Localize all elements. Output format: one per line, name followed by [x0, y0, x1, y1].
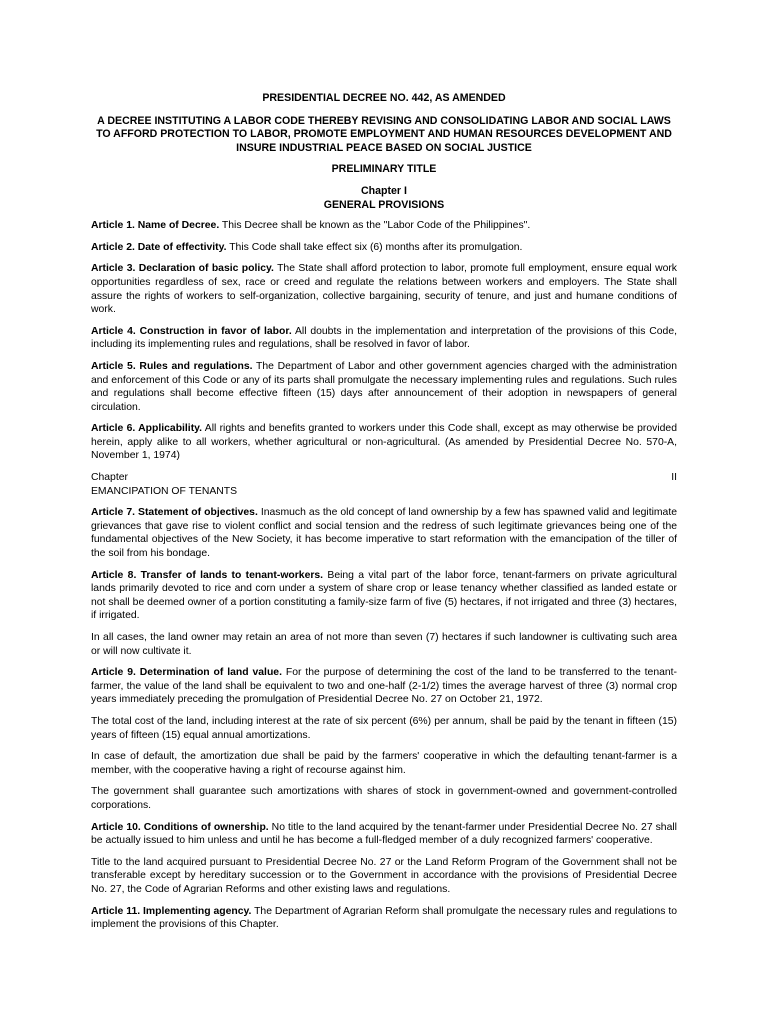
- article-paragraph: [91, 569, 677, 623]
- chapter-2-articles: [91, 506, 677, 931]
- article-paragraph: [91, 219, 677, 233]
- article-text: In all cases, the land owner may retain an area of not more than seven (7) hectares if such landowner is cultivating such area or will now cultivate it.: [91, 632, 677, 657]
- decree-subtitle: A DECREE INSTITUTING A LABOR CODE THEREBY REVISING AND CONSOLIDATING LABOR AND SOCIAL LAWS TO AFFORD PROTECTION TO LABOR, PROMOTE EMPLOYMENT AND HUMAN RESOURCES DEVELOPMENT AND INSURE INDUSTRIAL PEACE BASED ON SOCIAL JUSTICE: [96, 114, 672, 154]
- article-heading: Article 11. Implementing agency.: [91, 905, 252, 917]
- article-text: All rights and benefits granted to workers under this Code shall, except as may otherwise be provided herein, apply alike to all workers, whether agricultural or non-agricultural. (As amended by Presidential Decree No. 570-A, November 1, 1974): [91, 423, 677, 462]
- chapter-1-heading: [91, 185, 677, 212]
- article-heading: Article 10. Conditions of ownership.: [91, 821, 269, 833]
- article-text: Title to the land acquired pursuant to Presidential Decree No. 27 or the Land Reform Program of the Government shall not be transferable except by hereditary succession or to the Government in accordance with the provisions of Presidential Decree No. 27, the Code of Agrarian Reforms and other existing laws and regulations.: [91, 856, 677, 895]
- article-paragraph: [91, 325, 677, 352]
- article-text: Inasmuch as the old concept of land ownership by a few has spawned valid and legitimate grievances that gave rise to violent conflict and social tension and the redress of such legitimate grievances being one of the fundamental objectives of the New Society, it has become imperative to start reformation with the emancipation of the tiller of the soil from his bondage.: [91, 507, 677, 560]
- article-heading: Article 6. Applicability.: [91, 423, 203, 435]
- article-paragraph: [91, 422, 677, 463]
- chapter-2-heading: [91, 471, 677, 498]
- article-heading: Article 9. Determination of land value.: [91, 667, 282, 679]
- chapter-2-label: Chapter: [91, 472, 128, 484]
- chapter-1-title: GENERAL PROVISIONS: [323, 198, 445, 211]
- article-paragraph: [91, 631, 677, 658]
- article-text: This Decree shall be known as the "Labor Code of the Philippines".: [219, 220, 531, 232]
- article-paragraph: [91, 750, 677, 777]
- article-heading: Article 1. Name of Decree.: [91, 220, 220, 232]
- article-text: For the purpose of determining the cost of the land to be transferred to the tenant-farmer, the value of the land shall be equivalent to two and one-half (2-1/2) times the average harvest of three (3) normal crop years immediately preceding the promulgation of Presidential Decree No. 27 on October 21, 1972.: [91, 667, 677, 706]
- article-text: This Code shall take effect six (6) months after its promulgation.: [226, 241, 523, 253]
- article-heading: Article 3. Declaration of basic policy.: [91, 263, 274, 275]
- decree-title: PRESIDENTIAL DECREE NO. 442, AS AMENDED: [262, 92, 506, 104]
- preliminary-title: PRELIMINARY TITLE: [331, 163, 437, 176]
- article-text: No title to the land acquired by the tenant-farmer under Presidential Decree No. 27 shall be actually issued to him unless and until he has become a full-fledged member of a duly recognized farmers' cooperative.: [91, 821, 677, 847]
- chapter-1-articles: [91, 219, 677, 463]
- article-heading: Article 4. Construction in favor of labor.: [91, 325, 292, 337]
- chapter-2-number: II: [671, 472, 677, 484]
- article-text: The government shall guarantee such amortizations with shares of stock in government-owned and government-controlled corporations.: [91, 786, 677, 811]
- article-paragraph: [91, 856, 677, 897]
- article-paragraph: [91, 241, 677, 255]
- article-heading: Article 8. Transfer of lands to tenant-workers.: [91, 569, 324, 581]
- article-text: The Department of Agrarian Reform shall promulgate the necessary rules and regulations to implement the provisions of this Chapter.: [91, 905, 677, 931]
- article-text: In case of default, the amortization due shall be paid by the farmers' cooperative in which the defaulting tenant-farmer is a member, with the cooperative having a right of recourse against him.: [91, 751, 677, 776]
- chapter-1-label: Chapter I: [361, 184, 407, 197]
- article-paragraph: [91, 262, 677, 316]
- article-paragraph: [91, 905, 677, 932]
- chapter-2-title: EMANCIPATION OF TENANTS: [91, 485, 238, 497]
- article-heading: Article 5. Rules and regulations.: [91, 360, 253, 372]
- article-text: The total cost of the land, including interest at the rate of six percent (6%) per annum, shall be paid by the tenant in fifteen (15) years of fifteen (15) equal annual amortizations.: [91, 715, 677, 741]
- article-text: All doubts in the implementation and interpretation of the provisions of this Code, including its implementing rules and regulations, shall be resolved in favor of labor.: [91, 325, 677, 351]
- article-text: Being a vital part of the labor force, tenant-farmers on private agricultural lands primarily devoted to rice and corn under a system of share crop or lease tenancy whether classified as landed estate or not shall be deemed owner of a portion constituting a family-size farm of five (5) hectares, if not irrigated and three (3) hectares, if irrigated.: [91, 569, 677, 622]
- article-heading: Article 7. Statement of objectives.: [91, 507, 258, 519]
- article-heading: Article 2. Date of effectivity.: [91, 241, 227, 253]
- article-paragraph: [91, 715, 677, 742]
- article-text: The Department of Labor and other government agencies charged with the administration and enforcement of this Code or any of its parts shall promulgate the necessary implementing rules and regulations. Such rules and regulations shall become effective fifteen (15) days after announcement of their adoption in newspapers of general circulation.: [91, 360, 677, 413]
- article-paragraph: [91, 506, 677, 560]
- article-paragraph: [91, 666, 677, 707]
- article-paragraph: [91, 360, 677, 414]
- article-paragraph: [91, 785, 677, 812]
- article-paragraph: [91, 821, 677, 848]
- article-text: The State shall afford protection to labor, promote full employment, ensure equal work opportunities regardless of sex, race or creed and regulate the relations between workers and employers. The State shall assure the rights of workers to self-organization, collective bargaining, security of tenure, and just and humane conditions of work.: [91, 263, 678, 316]
